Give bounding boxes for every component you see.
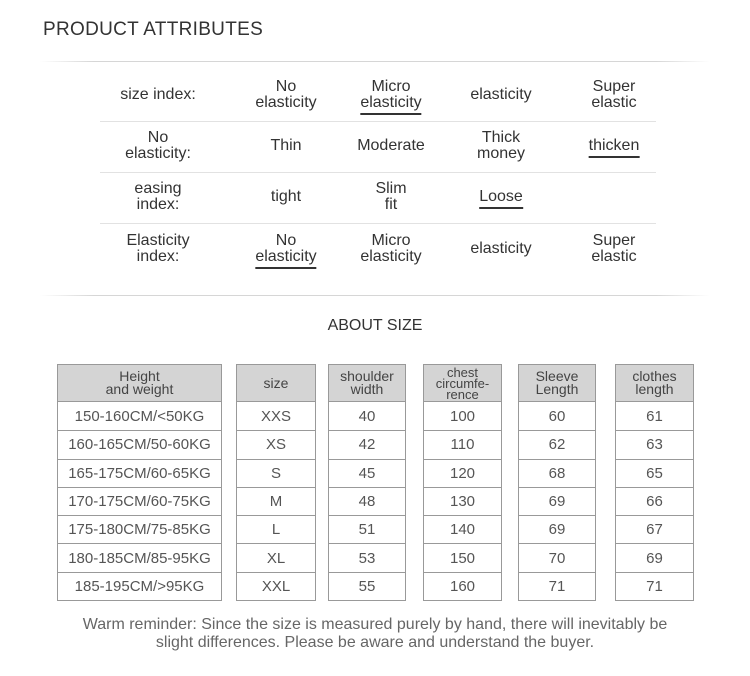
attribute-option-text	[270, 138, 301, 154]
attribute-option-text	[255, 233, 316, 269]
table-cell: 170-175CM/60-75KG	[58, 487, 221, 515]
table-cell: 63	[616, 430, 693, 458]
attribute-option	[255, 79, 316, 111]
row-divider	[100, 172, 656, 173]
divider	[40, 61, 710, 62]
column-header	[518, 364, 596, 402]
text-line: Moderate	[357, 137, 425, 154]
table-cell: 62	[519, 430, 595, 458]
table-cell: XS	[237, 430, 315, 458]
size-column	[615, 364, 694, 601]
text-line: Super	[592, 232, 636, 249]
table-cell: 61	[646, 407, 663, 425]
table-cell: 60	[548, 407, 566, 425]
attribute-option-text	[470, 87, 531, 103]
text-line: No	[147, 129, 169, 146]
column-header	[57, 364, 222, 402]
attribute-option-text	[589, 138, 640, 158]
table-cell: 71	[519, 572, 595, 600]
column-cells	[615, 402, 694, 601]
attribute-label	[126, 233, 189, 265]
row-divider	[100, 121, 656, 122]
attribute-option-text	[375, 181, 406, 213]
text-line: elasticity	[360, 248, 422, 265]
header-line: Length	[535, 381, 579, 397]
attribute-label	[125, 130, 191, 162]
text-line: Slim	[375, 180, 407, 197]
column-cells	[236, 402, 316, 601]
text-line: money	[476, 145, 526, 162]
attribute-option-text	[360, 233, 421, 265]
text-line: Micro	[371, 78, 411, 95]
attribute-label-text	[120, 87, 196, 103]
attribute-option-text	[271, 189, 301, 205]
table-cell: XXS	[260, 407, 291, 425]
text-line: elasticity	[470, 240, 532, 257]
header-line: Sleeve	[535, 368, 579, 384]
table-cell: 66	[616, 487, 693, 515]
header-line: clothes	[632, 368, 677, 384]
attribute-option-text	[360, 79, 421, 115]
table-cell: 110	[424, 430, 501, 458]
text-line: elastic	[591, 94, 637, 111]
table-cell: 100	[449, 407, 476, 425]
table-cell: 68	[519, 459, 595, 487]
table-cell: 55	[329, 572, 405, 600]
table-cell: S	[237, 459, 315, 487]
attribute-option-text	[357, 138, 425, 154]
attribute-label-text	[125, 130, 191, 162]
text-line: elasticity	[470, 86, 532, 103]
attribute-option	[479, 189, 523, 209]
table-cell: 67	[616, 515, 693, 543]
attribute-option	[477, 130, 525, 162]
header-line: shoulder	[340, 368, 394, 384]
header-line: and weight	[105, 381, 174, 397]
table-cell: 180-185CM/85-95KG	[58, 543, 221, 571]
warm-reminder-line-1: Warm reminder: Since the size is measured purely by hand, there will inevitably be	[82, 616, 668, 633]
about-size-title: ABOUT SIZE	[327, 317, 423, 334]
attribute-option-text	[591, 233, 636, 265]
column-header	[615, 364, 694, 402]
column-cells	[328, 402, 406, 601]
attribute-option-text	[479, 189, 523, 209]
table-cell: 175-180CM/75-85KG	[58, 515, 221, 543]
text-line: size index:	[120, 86, 196, 103]
text-line: Thin	[270, 137, 302, 154]
text-line: elastic	[591, 248, 637, 265]
table-cell: 45	[329, 459, 405, 487]
attribute-option	[375, 181, 406, 213]
warm-reminder-line-2: slight differences. Please be aware and understand the buyer.	[155, 634, 595, 651]
attribute-option	[271, 189, 301, 205]
size-column	[328, 364, 406, 601]
text-line: index:	[136, 248, 180, 265]
text-line: index:	[136, 196, 180, 213]
attribute-option-text	[477, 130, 525, 162]
column-header	[236, 364, 316, 402]
text-line: elasticity	[360, 94, 422, 111]
attribute-label-text	[126, 233, 189, 265]
column-cells	[518, 402, 596, 601]
table-cell: 70	[519, 543, 595, 571]
size-column	[236, 364, 316, 601]
text-line: Elasticity	[126, 232, 190, 249]
text-line: Super	[592, 78, 636, 95]
text-line: Loose	[479, 188, 523, 205]
attribute-option	[591, 233, 636, 265]
attribute-label-text	[134, 181, 181, 213]
column-header-text	[632, 370, 676, 396]
attribute-label	[134, 181, 181, 213]
warm-reminder	[0, 616, 750, 652]
attribute-option	[360, 233, 421, 265]
attribute-option-text	[255, 79, 316, 111]
row-divider	[100, 223, 656, 224]
table-cell: 40	[358, 407, 376, 425]
table-cell: 160	[424, 572, 501, 600]
table-cell: 185-195CM/>95KG	[58, 572, 221, 600]
table-cell: 71	[616, 572, 693, 600]
header-line: rence	[446, 386, 479, 402]
header-line: circumfe-	[435, 375, 490, 391]
table-cell: 150	[424, 543, 501, 571]
table-cell: L	[237, 515, 315, 543]
attribute-option	[360, 79, 421, 115]
table-cell: 69	[616, 543, 693, 571]
table-cell: M	[237, 487, 315, 515]
table-cell: XXL	[237, 572, 315, 600]
header-line: Height	[119, 368, 160, 384]
column-header	[423, 364, 502, 402]
product-attributes-title: PRODUCT ATTRIBUTES	[43, 19, 264, 40]
text-line: elasticity	[255, 94, 317, 111]
attribute-option	[470, 241, 531, 257]
column-header-text	[340, 370, 394, 396]
table-cell: 42	[329, 430, 405, 458]
header-line: size	[263, 374, 289, 391]
attribute-label	[120, 87, 196, 103]
table-cell: 53	[329, 543, 405, 571]
text-line: elasticity:	[125, 145, 191, 162]
column-cells	[423, 402, 502, 601]
attribute-option	[255, 233, 316, 269]
column-header-text	[263, 374, 289, 391]
table-cell: 160-165CM/50-60KG	[58, 430, 221, 458]
header-line: length	[635, 381, 674, 397]
size-column	[57, 364, 222, 601]
table-cell: 150-160CM/<50KG	[74, 407, 205, 425]
table-cell: 48	[329, 487, 405, 515]
table-cell: 51	[329, 515, 405, 543]
text-line: elasticity	[255, 248, 317, 265]
table-cell: 120	[424, 459, 501, 487]
header-line: width	[350, 381, 384, 397]
divider	[40, 295, 710, 296]
attribute-option	[270, 138, 301, 154]
column-header	[328, 364, 406, 402]
table-cell: 140	[424, 515, 501, 543]
table-cell: 130	[424, 487, 501, 515]
text-line: No	[275, 78, 297, 95]
text-line: fit	[384, 196, 398, 213]
text-line: Thick	[481, 129, 521, 146]
column-header-text	[536, 370, 579, 396]
column-header-text	[106, 370, 174, 396]
table-cell: XL	[237, 543, 315, 571]
size-column	[518, 364, 596, 601]
attribute-option	[591, 79, 636, 111]
text-line: tight	[270, 188, 302, 205]
table-cell: 69	[519, 515, 595, 543]
attribute-option	[589, 138, 640, 158]
text-line: Micro	[371, 232, 411, 249]
text-line: easing	[134, 180, 182, 197]
column-cells	[57, 402, 222, 601]
table-cell: 69	[519, 487, 595, 515]
column-header-text	[435, 364, 490, 402]
attribute-option-text	[591, 79, 636, 111]
attribute-option	[470, 87, 531, 103]
attribute-option	[357, 138, 425, 154]
header-line: chest	[446, 364, 479, 380]
table-cell: 165-175CM/60-65KG	[58, 459, 221, 487]
text-line: thicken	[588, 137, 640, 154]
text-line: No	[275, 232, 297, 249]
size-column	[423, 364, 502, 601]
table-cell: 65	[616, 459, 693, 487]
attribute-option-text	[470, 241, 531, 257]
